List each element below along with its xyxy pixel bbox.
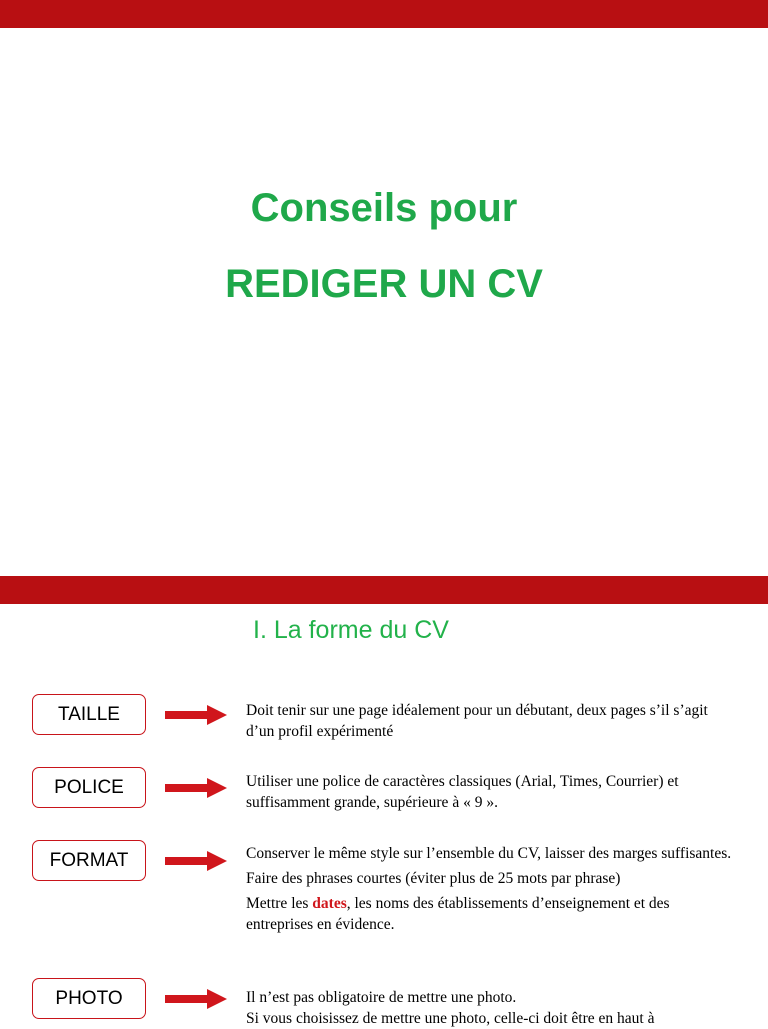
slide-title-line-1: Conseils pour <box>250 186 518 230</box>
slide-title-line-2: REDIGER UN CV <box>225 262 543 306</box>
label-box-police <box>32 767 146 808</box>
description-line: Si vous choisissez de mettre une photo, celle-ci doit être en haut à <box>246 1010 655 1027</box>
label-format: FORMAT <box>49 849 129 871</box>
description-format <box>246 843 736 935</box>
label-police: POLICE <box>54 776 124 798</box>
description-line: Utiliser une police de caractères classiques (Arial, Times, Courrier) et suffisamment grande, supérieure à « 9 ». <box>246 773 679 811</box>
right-arrow-icon <box>165 849 229 873</box>
section-heading: I. La forme du CV <box>253 616 449 644</box>
description-police <box>246 771 736 813</box>
description-line: Il n’est pas obligatoire de mettre une photo. <box>246 989 517 1006</box>
highlight-dates: dates <box>312 895 347 912</box>
section-red-bar <box>0 576 768 604</box>
right-arrow-icon <box>165 703 229 727</box>
description-line: Faire des phrases courtes (éviter plus de 25 mots par phrase) <box>246 870 621 887</box>
label-box-taille <box>32 694 146 735</box>
description-line: Conserver le même style sur l’ensemble du CV, laisser des marges suffisantes. <box>246 845 732 862</box>
description-photo <box>246 987 736 1029</box>
description-taille <box>246 700 736 742</box>
description-line <box>246 893 736 935</box>
label-photo: PHOTO <box>55 987 123 1009</box>
description-line: Doit tenir sur une page idéalement pour un débutant, deux pages s’il s’agit d’un profil expérimenté <box>246 702 708 740</box>
text-fragment: Mettre les <box>246 895 313 912</box>
text-fragment: , les noms des établissements d’enseignement et des entreprises en évidence. <box>246 895 670 933</box>
right-arrow-icon <box>165 776 229 800</box>
top-red-bar <box>0 0 768 28</box>
label-box-photo <box>32 978 146 1019</box>
right-arrow-icon <box>165 987 229 1011</box>
label-box-format <box>32 840 146 881</box>
label-taille: TAILLE <box>58 703 120 725</box>
